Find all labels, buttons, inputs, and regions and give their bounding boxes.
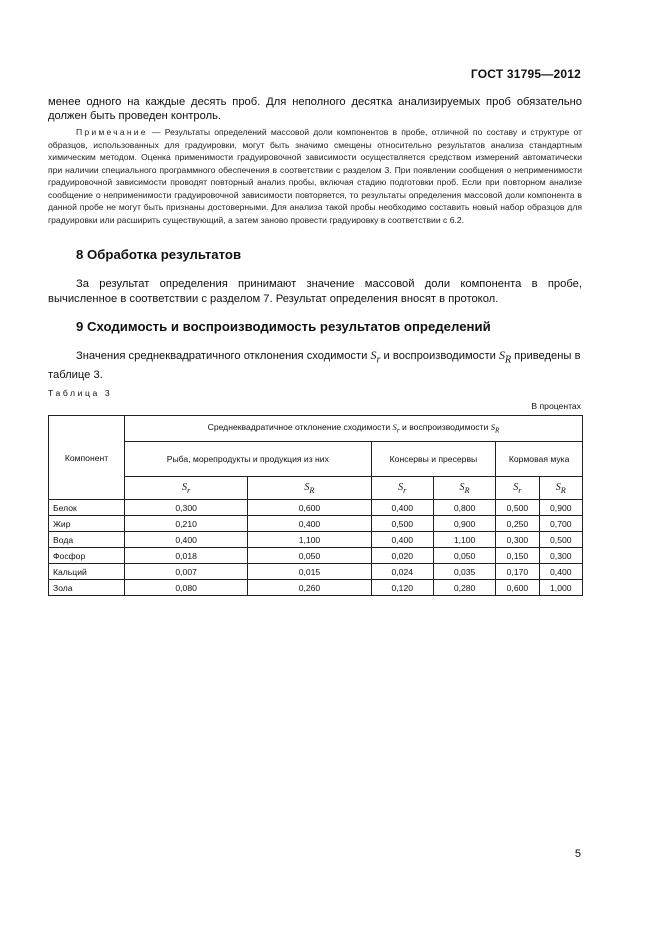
- value-cell: 0,210: [125, 516, 248, 532]
- value-cell: 0,120: [371, 580, 433, 596]
- group-fish-header: Рыба, морепродукты и продукция из них: [125, 442, 372, 477]
- component-cell: Белок: [49, 500, 125, 516]
- value-cell: 0,700: [539, 516, 582, 532]
- component-cell: Жир: [49, 516, 125, 532]
- note-label: Примечание: [76, 127, 148, 137]
- value-cell: 0,600: [248, 500, 371, 516]
- table-row: [49, 564, 583, 580]
- value-cell: 0,800: [433, 500, 495, 516]
- value-cell: 0,900: [539, 500, 582, 516]
- value-cell: 0,400: [371, 532, 433, 548]
- R-subscript: R: [495, 426, 500, 435]
- section-8-heading: 8 Обработка результатов: [76, 247, 242, 262]
- value-cell: 0,020: [371, 548, 433, 564]
- value-cell: 0,050: [433, 548, 495, 564]
- note-text: — Результаты определений массовой доли компонентов в пробе, отличной по составу и структуре от образцов, использованных для градуировки, могут быть значимо смещены относительно результатов анализа стандартным химическим методом. Оценка применимости градуировочной зависимости осуществляется средством измерений автоматически при наличии специального программного обеспечения в соответствии с разделом 3. При появлении сообщения о неприменимости градуировочной зависимости проводят повторный анализ пробы, включая стадию подготовки проб. Если при повторном анализе сообщение о неприменимости градуировочной зависимости повторяется, то результаты определения массовой доли компонента в данной пробе не могут быть признаны достоверными. Для анализа такой пробы необходимо составить новый набор образцов для градуировки или расширить существующий, а затем заново провести градуировку в соответствии с 6.2.: [48, 127, 582, 225]
- value-cell: 0,170: [496, 564, 539, 580]
- s9-text-part: Значения среднеквадратичного отклонения сходимости: [76, 350, 371, 362]
- component-cell: Вода: [49, 532, 125, 548]
- table-unit: В процентах: [531, 401, 581, 411]
- value-cell: 0,400: [125, 532, 248, 548]
- value-cell: 0,035: [433, 564, 495, 580]
- s-r-symbol: [370, 348, 381, 366]
- table-row: [49, 532, 583, 548]
- group-header-text: и воспроизводимости: [399, 422, 491, 433]
- value-cell: 1,100: [248, 532, 371, 548]
- sR-subheader: $S_R$: [539, 477, 582, 500]
- intro-paragraph: менее одного на каждые десять проб. Для неполного десятка анализируемых проб обязательно должен быть проведен контроль.: [48, 96, 582, 122]
- table-row: [49, 516, 583, 532]
- s-symbol: S: [392, 422, 397, 433]
- value-cell: 0,250: [496, 516, 539, 532]
- sR-subheader: $S_R$: [433, 477, 495, 500]
- table-row: [49, 500, 583, 516]
- value-cell: 0,400: [539, 564, 582, 580]
- section-9-heading: 9 Сходимость и воспроизводимость результатов определений: [76, 319, 491, 334]
- table-row: [49, 580, 583, 596]
- value-cell: 1,000: [539, 580, 582, 596]
- component-cell: Зола: [49, 580, 125, 596]
- standard-header: ГОСТ 31795—2012: [470, 67, 581, 81]
- sr-subheader: $S_r$: [496, 477, 539, 500]
- value-cell: 0,600: [496, 580, 539, 596]
- value-cell: 0,500: [371, 516, 433, 532]
- s-R-symbol: [498, 348, 512, 366]
- sR-subheader: $S_R$: [248, 477, 371, 500]
- sr-subheader: $S_r$: [371, 477, 433, 500]
- value-cell: 0,300: [125, 500, 248, 516]
- page-number: 5: [574, 848, 581, 860]
- value-cell: 0,050: [248, 548, 371, 564]
- value-cell: 0,280: [433, 580, 495, 596]
- sr-subheader: $S_r$: [125, 477, 248, 500]
- value-cell: 0,400: [248, 516, 371, 532]
- r-subscript: r: [396, 426, 400, 435]
- section-8-text: За результат определения принимают значение массовой доли компонента в пробе, вычисленное в соответствии с разделом 7. Результат определения вносят в протокол.: [48, 278, 582, 305]
- section-9-text: [48, 348, 582, 382]
- s9-text-part: и воспроизводимости: [380, 350, 499, 362]
- value-cell: 0,300: [496, 532, 539, 548]
- value-cell: 0,900: [433, 516, 495, 532]
- group-feedmeal-header: Кормовая мука: [496, 442, 583, 477]
- deviation-group-header: [125, 416, 583, 442]
- s9-text-part: приведены в таблице 3.: [48, 350, 581, 381]
- value-cell: 0,018: [125, 548, 248, 564]
- value-cell: 0,260: [248, 580, 371, 596]
- results-table: [48, 415, 583, 596]
- value-cell: 0,400: [371, 500, 433, 516]
- table-caption: Таблица 3: [48, 388, 113, 398]
- value-cell: 0,015: [248, 564, 371, 580]
- value-cell: 0,500: [539, 532, 582, 548]
- group-canned-header: Консервы и пресервы: [371, 442, 496, 477]
- value-cell: 0,007: [125, 564, 248, 580]
- s-symbol: S: [370, 348, 377, 362]
- value-cell: 0,080: [125, 580, 248, 596]
- r-subscript: r: [376, 354, 381, 366]
- component-cell: Кальций: [49, 564, 125, 580]
- table-row: [49, 548, 583, 564]
- component-column-header: Компонент: [49, 416, 125, 500]
- value-cell: 0,150: [496, 548, 539, 564]
- value-cell: 0,024: [371, 564, 433, 580]
- value-cell: 0,500: [496, 500, 539, 516]
- value-cell: 1,100: [433, 532, 495, 548]
- component-cell: Фосфор: [49, 548, 125, 564]
- s-symbol: S: [490, 422, 495, 433]
- s-symbol: S: [498, 348, 505, 362]
- note-block: [48, 126, 582, 226]
- value-cell: 0,300: [539, 548, 582, 564]
- R-subscript: R: [504, 354, 512, 366]
- group-header-text: Среднеквадратичное отклонение сходимости: [207, 422, 393, 433]
